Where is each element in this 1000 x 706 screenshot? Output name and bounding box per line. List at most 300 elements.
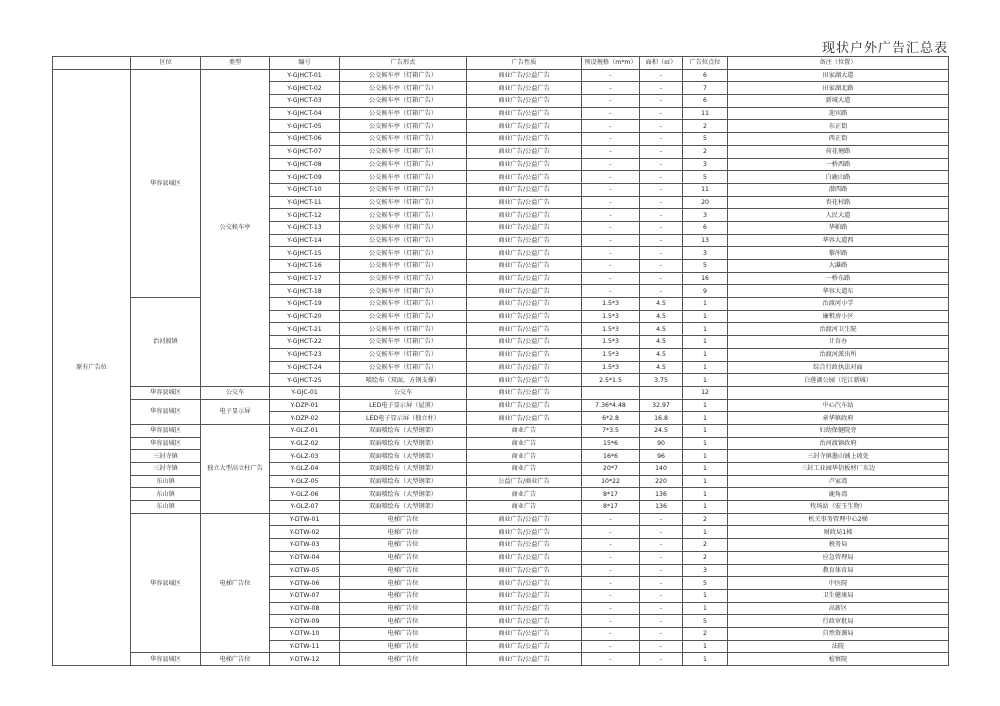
ad-note-cell: 三封工业园华信板材厂东边 xyxy=(728,463,949,476)
ad-area-cell: - xyxy=(640,133,683,146)
ad-note-cell: 自然资源局 xyxy=(728,627,949,640)
ad-count-cell: 1 xyxy=(683,602,728,615)
ad-nature-cell: 商业广告 xyxy=(467,450,582,463)
ad-id-cell: Y-DTW-03 xyxy=(270,539,340,552)
ad-id-cell: Y-GJHCT-08 xyxy=(270,158,340,171)
ad-note-cell: 教育体育局 xyxy=(728,564,949,577)
header-form: 广告形式 xyxy=(340,57,467,70)
ad-nature-cell: 商业广告/公益广告 xyxy=(467,602,582,615)
group-label-cell: 原有广告位 xyxy=(53,69,131,665)
ad-count-cell: 2 xyxy=(683,145,728,158)
ad-id-cell: Y-DZP-01 xyxy=(270,399,340,412)
ad-form-cell: 电梯广告位 xyxy=(340,526,467,539)
ad-spec-cell: - xyxy=(582,260,640,273)
ad-nature-cell: 商业广告/公益广告 xyxy=(467,221,582,234)
ad-id-cell: Y-GJHCT-05 xyxy=(270,120,340,133)
ad-form-cell: 公交候车亭（灯箱广告） xyxy=(340,158,467,171)
table-row xyxy=(53,69,949,82)
ad-count-cell: 5 xyxy=(683,260,728,273)
ad-nature-cell: 商业广告/公益广告 xyxy=(467,513,582,526)
ad-nature-cell: 商业广告 xyxy=(467,424,582,437)
ad-area-cell: 24.5 xyxy=(640,424,683,437)
ad-id-cell: Y-GJHCT-04 xyxy=(270,107,340,120)
ad-id-cell: Y-GJHCT-03 xyxy=(270,95,340,108)
ad-spec-cell: - xyxy=(582,526,640,539)
ad-spec-cell: 1.5*3 xyxy=(582,298,640,311)
ad-id-cell: Y-GLZ-01 xyxy=(270,424,340,437)
district-cell: 华容县城区 xyxy=(131,69,201,297)
ad-nature-cell: 商业广告/公益广告 xyxy=(467,615,582,628)
district-cell: 华容县城区 xyxy=(131,653,201,666)
ad-area-cell: - xyxy=(640,272,683,285)
ad-form-cell: 公交候车亭（灯箱广告） xyxy=(340,336,467,349)
ad-form-cell: 公交候车亭（灯箱广告） xyxy=(340,107,467,120)
ad-form-cell: 公交候车亭（灯箱广告） xyxy=(340,310,467,323)
ad-spec-cell: 10*22 xyxy=(582,475,640,488)
ad-nature-cell: 商业广告/公益广告 xyxy=(467,627,582,640)
ad-note-cell: 西正街 xyxy=(728,133,949,146)
ad-area-cell: 4.5 xyxy=(640,336,683,349)
ad-id-cell: Y-DTW-11 xyxy=(270,640,340,653)
ad-id-cell: Y-GJHCT-24 xyxy=(270,361,340,374)
table-body xyxy=(53,69,949,665)
ad-nature-cell: 商业广告/公益广告 xyxy=(467,234,582,247)
ad-form-cell: 公交候车亭（灯箱广告） xyxy=(340,82,467,95)
ad-count-cell: 3 xyxy=(683,209,728,222)
ad-note-cell: 华容大道西 xyxy=(728,234,949,247)
district-cell: 三封寺镇 xyxy=(131,463,201,476)
ad-note-cell: 华容大道东 xyxy=(728,285,949,298)
ad-area-cell: 136 xyxy=(640,488,683,501)
ad-form-cell: 电梯广告位 xyxy=(340,577,467,590)
ad-id-cell: Y-GJHCT-02 xyxy=(270,82,340,95)
ad-spec-cell: 1.5*3 xyxy=(582,348,640,361)
ad-spec-cell: 1.5*3 xyxy=(582,310,640,323)
ad-spec-cell: - xyxy=(582,234,640,247)
ad-area-cell: 4.5 xyxy=(640,348,683,361)
table-row xyxy=(53,488,949,501)
ad-area-cell: - xyxy=(640,627,683,640)
ad-count-cell: 11 xyxy=(683,183,728,196)
ad-spec-cell xyxy=(582,386,640,399)
ad-area-cell: 3.75 xyxy=(640,374,683,387)
ad-note-cell: 行政审批局 xyxy=(728,615,949,628)
ad-spec-cell: - xyxy=(582,247,640,260)
ad-form-cell: 双面喷绘布（大型钢架） xyxy=(340,437,467,450)
type-cell: 电梯广告位 xyxy=(201,513,270,653)
ad-count-cell: 1 xyxy=(683,526,728,539)
ad-area-cell: 4.5 xyxy=(640,298,683,311)
ad-note-cell: 治渡河派出所 xyxy=(728,348,949,361)
district-cell: 三封寺镇 xyxy=(131,450,201,463)
district-cell: 东山镇 xyxy=(131,475,201,488)
ad-note-cell: 应急管理局 xyxy=(728,551,949,564)
ad-nature-cell: 商业广告/公益广告 xyxy=(467,272,582,285)
ad-spec-cell: - xyxy=(582,551,640,564)
ad-spec-cell: 1.5*3 xyxy=(582,323,640,336)
ad-spec-cell: - xyxy=(582,653,640,666)
ad-spec-cell: - xyxy=(582,513,640,526)
district-cell: 华容县城区 xyxy=(131,424,201,437)
ad-id-cell: Y-GJC-01 xyxy=(270,386,340,399)
ad-id-cell: Y-GJHCT-20 xyxy=(270,310,340,323)
ad-note-cell: 妇幼保健院旁 xyxy=(728,424,949,437)
ad-nature-cell: 商业广告/公益广告 xyxy=(467,577,582,590)
ad-count-cell: 1 xyxy=(683,589,728,602)
ad-id-cell: Y-DTW-09 xyxy=(270,615,340,628)
ad-id-cell: Y-GJHCT-17 xyxy=(270,272,340,285)
type-cell: 公交车 xyxy=(201,386,270,399)
ad-nature-cell: 商业广告/公益广告 xyxy=(467,171,582,184)
ad-note-cell: 卢家湾 xyxy=(728,475,949,488)
header-district: 区位 xyxy=(131,57,201,70)
table-row xyxy=(53,463,949,476)
ad-spec-cell: - xyxy=(582,158,640,171)
ad-nature-cell: 商业广告/公益广告 xyxy=(467,323,582,336)
ad-form-cell: 公交候车亭（灯箱广告） xyxy=(340,196,467,209)
ad-nature-cell: 商业广告/公益广告 xyxy=(467,285,582,298)
ad-spec-cell: - xyxy=(582,107,640,120)
ad-form-cell: 双面喷绘布（大型钢架） xyxy=(340,488,467,501)
ad-nature-cell: 商业广告/公益广告 xyxy=(467,69,582,82)
ad-area-cell: - xyxy=(640,653,683,666)
ad-id-cell: Y-GJHCT-07 xyxy=(270,145,340,158)
header-note: 备注（位置） xyxy=(728,57,949,70)
ad-count-cell: 6 xyxy=(683,69,728,82)
ad-nature-cell: 商业广告/公益广告 xyxy=(467,120,582,133)
ad-note-cell: 人民大道 xyxy=(728,209,949,222)
ad-form-cell: 公交车 xyxy=(340,386,467,399)
ad-note-cell: 税务局 xyxy=(728,539,949,552)
ad-note-cell: 迎宾路 xyxy=(728,107,949,120)
ad-note-cell: 一桥西路 xyxy=(728,158,949,171)
ad-nature-cell: 商业广告/公益广告 xyxy=(467,374,582,387)
ad-spec-cell: - xyxy=(582,285,640,298)
ad-id-cell: Y-GJHCT-19 xyxy=(270,298,340,311)
ad-count-cell: 3 xyxy=(683,247,728,260)
ad-count-cell: 3 xyxy=(683,158,728,171)
ad-spec-cell: - xyxy=(582,627,640,640)
ad-form-cell: LED电子显示屏（屋顶） xyxy=(340,399,467,412)
ad-form-cell: 公交候车亭（灯箱广告） xyxy=(340,260,467,273)
ad-area-cell: - xyxy=(640,564,683,577)
ad-id-cell: Y-GLZ-02 xyxy=(270,437,340,450)
ad-spec-cell: 7*3.5 xyxy=(582,424,640,437)
ad-count-cell: 1 xyxy=(683,323,728,336)
ad-form-cell: 公交候车亭（灯箱广告） xyxy=(340,95,467,108)
ad-spec-cell: 7.36*4.48 xyxy=(582,399,640,412)
ad-note-cell xyxy=(728,386,949,399)
ad-area-cell: - xyxy=(640,158,683,171)
district-cell: 东山镇 xyxy=(131,488,201,501)
ad-area-cell: - xyxy=(640,82,683,95)
ad-form-cell: LED电子显示屏（独立柱） xyxy=(340,412,467,425)
ad-area-cell: - xyxy=(640,95,683,108)
ad-form-cell: 公交候车亭（灯箱广告） xyxy=(340,285,467,298)
ad-id-cell: Y-GJHCT-01 xyxy=(270,69,340,82)
ad-count-cell: 1 xyxy=(683,653,728,666)
ad-count-cell: 11 xyxy=(683,107,728,120)
ad-area-cell: 4.5 xyxy=(640,323,683,336)
ad-spec-cell: - xyxy=(582,602,640,615)
ad-nature-cell: 商业广告/公益广告 xyxy=(467,145,582,158)
ad-count-cell: 1 xyxy=(683,437,728,450)
ad-note-cell: 白鹿山路 xyxy=(728,171,949,184)
ad-note-cell: 治渡河卫生院 xyxy=(728,323,949,336)
ad-note-cell: 综合行政执法对面 xyxy=(728,361,949,374)
ad-nature-cell: 商业广告/公益广告 xyxy=(467,412,582,425)
ad-area-cell: 140 xyxy=(640,463,683,476)
district-cell: 治河渡镇 xyxy=(131,298,201,387)
ad-note-cell: 鹿角湾 xyxy=(728,488,949,501)
ad-area-cell: 136 xyxy=(640,501,683,514)
ad-count-cell: 7 xyxy=(683,82,728,95)
ad-area-cell: - xyxy=(640,183,683,196)
ad-form-cell: 电梯广告位 xyxy=(340,564,467,577)
ad-note-cell: 高新区 xyxy=(728,602,949,615)
ad-note-cell: 廉租房小区 xyxy=(728,310,949,323)
ad-nature-cell: 商业广告/公益广告 xyxy=(467,361,582,374)
ad-nature-cell: 商业广告/公益广告 xyxy=(467,183,582,196)
ad-count-cell: 1 xyxy=(683,310,728,323)
district-cell: 华容县城区 xyxy=(131,399,201,424)
ad-count-cell: 9 xyxy=(683,285,728,298)
type-cell: 公交候车亭 xyxy=(201,69,270,386)
ad-id-cell: Y-GLZ-03 xyxy=(270,450,340,463)
ad-area-cell xyxy=(640,386,683,399)
ad-nature-cell: 商业广告/公益广告 xyxy=(467,336,582,349)
ad-count-cell: 6 xyxy=(683,95,728,108)
ad-spec-cell: - xyxy=(582,95,640,108)
ad-id-cell: Y-GJHCT-22 xyxy=(270,336,340,349)
ad-nature-cell: 商业广告/公益广告 xyxy=(467,196,582,209)
ad-count-cell: 2 xyxy=(683,513,728,526)
ad-note-cell: 检察院 xyxy=(728,653,949,666)
ad-form-cell: 电梯广告位 xyxy=(340,589,467,602)
ad-form-cell: 电梯广告位 xyxy=(340,640,467,653)
ad-count-cell: 6 xyxy=(683,221,728,234)
ad-form-cell: 公交候车亭（灯箱广告） xyxy=(340,247,467,260)
ad-form-cell: 公交候车亭（灯箱广告） xyxy=(340,209,467,222)
table-row xyxy=(53,513,949,526)
ad-area-cell: 96 xyxy=(640,450,683,463)
ad-spec-cell: - xyxy=(582,82,640,95)
ad-area-cell: - xyxy=(640,171,683,184)
ad-id-cell: Y-GJHCT-10 xyxy=(270,183,340,196)
header-count: 广告位点位 xyxy=(683,57,728,70)
ad-form-cell: 公交候车亭（灯箱广告） xyxy=(340,171,467,184)
ad-count-cell: 3 xyxy=(683,564,728,577)
ad-count-cell: 1 xyxy=(683,412,728,425)
ad-form-cell: 公交候车亭（灯箱广告） xyxy=(340,133,467,146)
ad-note-cell: 法院 xyxy=(728,640,949,653)
ad-nature-cell: 公益广告/商业广告 xyxy=(467,475,582,488)
ad-id-cell: Y-GJHCT-21 xyxy=(270,323,340,336)
ad-spec-cell: - xyxy=(582,171,640,184)
ad-nature-cell: 商业广告/公益广告 xyxy=(467,348,582,361)
ad-note-cell: 白莲湖公园（沱江新城） xyxy=(728,374,949,387)
ad-count-cell: 1 xyxy=(683,336,728,349)
ad-id-cell: Y-DTW-12 xyxy=(270,653,340,666)
ad-area-cell: - xyxy=(640,107,683,120)
header-row xyxy=(53,57,949,70)
ad-id-cell: Y-DZP-02 xyxy=(270,412,340,425)
ad-spec-cell: 1.5*3 xyxy=(582,361,640,374)
ad-form-cell: 双面喷绘布（大型钢架） xyxy=(340,450,467,463)
ad-count-cell: 2 xyxy=(683,539,728,552)
ad-form-cell: 公交候车亭（灯箱广告） xyxy=(340,183,467,196)
ad-form-cell: 公交候车亭（灯箱广告） xyxy=(340,361,467,374)
table-row xyxy=(53,475,949,488)
ad-nature-cell: 商业广告/公益广告 xyxy=(467,247,582,260)
ad-spec-cell: 16*6 xyxy=(582,450,640,463)
ad-count-cell: 1 xyxy=(683,298,728,311)
ad-id-cell: Y-GLZ-04 xyxy=(270,463,340,476)
ad-id-cell: Y-GJHCT-18 xyxy=(270,285,340,298)
district-cell: 华容县城区 xyxy=(131,437,201,450)
ad-form-cell: 喷绘布（双面，方钢支撑） xyxy=(340,374,467,387)
ad-note-cell: 田家湖北路 xyxy=(728,82,949,95)
ad-count-cell: 1 xyxy=(683,463,728,476)
ad-note-cell: 章华镇政府 xyxy=(728,412,949,425)
ad-spec-cell: 15*6 xyxy=(582,437,640,450)
ad-id-cell: Y-GJHCT-15 xyxy=(270,247,340,260)
ad-note-cell: 潜西路 xyxy=(728,183,949,196)
ad-area-cell: - xyxy=(640,589,683,602)
ad-count-cell: 5 xyxy=(683,577,728,590)
ad-form-cell: 双面喷绘布（大型钢架） xyxy=(340,501,467,514)
ad-nature-cell: 商业广告/公益广告 xyxy=(467,551,582,564)
ad-id-cell: Y-GJHCT-12 xyxy=(270,209,340,222)
ad-count-cell: 1 xyxy=(683,450,728,463)
ad-nature-cell: 商业广告/公益广告 xyxy=(467,107,582,120)
district-cell: 华容县城区 xyxy=(131,386,201,399)
ad-count-cell: 5 xyxy=(683,615,728,628)
ad-area-cell: - xyxy=(640,260,683,273)
ad-id-cell: Y-DTW-06 xyxy=(270,577,340,590)
ad-area-cell: - xyxy=(640,526,683,539)
ad-area-cell: - xyxy=(640,615,683,628)
ad-area-cell: 4.5 xyxy=(640,361,683,374)
ad-id-cell: Y-DTW-01 xyxy=(270,513,340,526)
ad-id-cell: Y-GJHCT-06 xyxy=(270,133,340,146)
ad-note-cell: 东正街 xyxy=(728,120,949,133)
ad-spec-cell: 8*17 xyxy=(582,488,640,501)
ad-nature-cell: 商业广告 xyxy=(467,501,582,514)
table-row xyxy=(53,437,949,450)
ad-nature-cell: 商业广告 xyxy=(467,437,582,450)
ad-note-cell: 治河渡镇政府 xyxy=(728,437,949,450)
ad-count-cell: 1 xyxy=(683,640,728,653)
ad-spec-cell: - xyxy=(582,183,640,196)
ad-count-cell: 1 xyxy=(683,488,728,501)
ad-id-cell: Y-DTW-07 xyxy=(270,589,340,602)
ad-form-cell: 公交候车亭（灯箱广告） xyxy=(340,221,467,234)
ad-form-cell: 公交候车亭（灯箱广告） xyxy=(340,69,467,82)
ad-form-cell: 电梯广告位 xyxy=(340,653,467,666)
ad-count-cell: 20 xyxy=(683,196,728,209)
ad-note-cell: 田家湖大道 xyxy=(728,69,949,82)
ad-spec-cell: - xyxy=(582,196,640,209)
ad-area-cell: - xyxy=(640,145,683,158)
ad-area-cell: 32.97 xyxy=(640,399,683,412)
ad-spec-cell: 2.5*1.5 xyxy=(582,374,640,387)
ad-area-cell: - xyxy=(640,69,683,82)
ad-spec-cell: - xyxy=(582,221,640,234)
ad-id-cell: Y-GLZ-07 xyxy=(270,501,340,514)
ad-spec-cell: - xyxy=(582,145,640,158)
ad-spec-cell: - xyxy=(582,69,640,82)
ad-note-cell: 新城大道 xyxy=(728,95,949,108)
ad-note-cell: 华帕路 xyxy=(728,221,949,234)
ad-nature-cell: 商业广告/公益广告 xyxy=(467,310,582,323)
ad-spec-cell: - xyxy=(582,640,640,653)
table-row xyxy=(53,399,949,412)
ad-id-cell: Y-GJHCT-16 xyxy=(270,260,340,273)
ad-nature-cell: 商业广告/公益广告 xyxy=(467,399,582,412)
ad-area-cell: - xyxy=(640,196,683,209)
header-area: 面积（㎡） xyxy=(640,57,683,70)
type-cell: 独立大型高立柱广告 xyxy=(201,424,270,513)
ad-spec-cell: - xyxy=(582,539,640,552)
ad-nature-cell: 商业广告/公益广告 xyxy=(467,82,582,95)
table-row xyxy=(53,424,949,437)
ad-note-cell: 财政局1梯 xyxy=(728,526,949,539)
ad-spec-cell: - xyxy=(582,209,640,222)
ad-id-cell: Y-GLZ-06 xyxy=(270,488,340,501)
ad-nature-cell: 商业广告/公益广告 xyxy=(467,209,582,222)
ad-form-cell: 公交候车亭（灯箱广告） xyxy=(340,234,467,247)
ad-spec-cell: - xyxy=(582,577,640,590)
ad-spec-cell: 1.5*3 xyxy=(582,336,640,349)
ad-nature-cell: 商业广告/公益广告 xyxy=(467,589,582,602)
ad-spec-cell: 20*7 xyxy=(582,463,640,476)
ad-note-cell: 黎浑路 xyxy=(728,247,949,260)
ad-form-cell: 公交候车亭（灯箱广告） xyxy=(340,323,467,336)
ad-nature-cell: 商业广告/公益广告 xyxy=(467,640,582,653)
header-blank xyxy=(53,57,131,70)
district-cell: 东山镇 xyxy=(131,501,201,514)
ad-form-cell: 电梯广告位 xyxy=(340,627,467,640)
ad-area-cell: - xyxy=(640,234,683,247)
ad-count-cell: 2 xyxy=(683,120,728,133)
ad-id-cell: Y-GJHCT-23 xyxy=(270,348,340,361)
ad-form-cell: 电梯广告位 xyxy=(340,615,467,628)
ad-note-cell: 治渡河小学 xyxy=(728,298,949,311)
ad-nature-cell: 商业广告/公益广告 xyxy=(467,386,582,399)
ad-id-cell: Y-GJHCT-13 xyxy=(270,221,340,234)
header-nature: 广告性质 xyxy=(467,57,582,70)
ad-spec-cell: - xyxy=(582,564,640,577)
ad-id-cell: Y-GJHCT-09 xyxy=(270,171,340,184)
ad-nature-cell: 商业广告 xyxy=(467,488,582,501)
ad-count-cell: 1 xyxy=(683,475,728,488)
ad-area-cell: - xyxy=(640,577,683,590)
type-cell: 电梯广告位 xyxy=(201,653,270,666)
ad-area-cell: - xyxy=(640,247,683,260)
ad-form-cell: 双面喷绘布（大型钢架） xyxy=(340,463,467,476)
ad-form-cell: 电梯广告位 xyxy=(340,602,467,615)
ad-area-cell: - xyxy=(640,539,683,552)
table-row xyxy=(53,501,949,514)
ad-note-cell: 卫生健康局 xyxy=(728,589,949,602)
ad-form-cell: 电梯广告位 xyxy=(340,551,467,564)
ad-spec-cell: - xyxy=(582,615,640,628)
ad-id-cell: Y-DTW-08 xyxy=(270,602,340,615)
ad-area-cell: - xyxy=(640,513,683,526)
ad-spec-cell: - xyxy=(582,589,640,602)
ad-note-cell: 机关事务管理中心2梯 xyxy=(728,513,949,526)
